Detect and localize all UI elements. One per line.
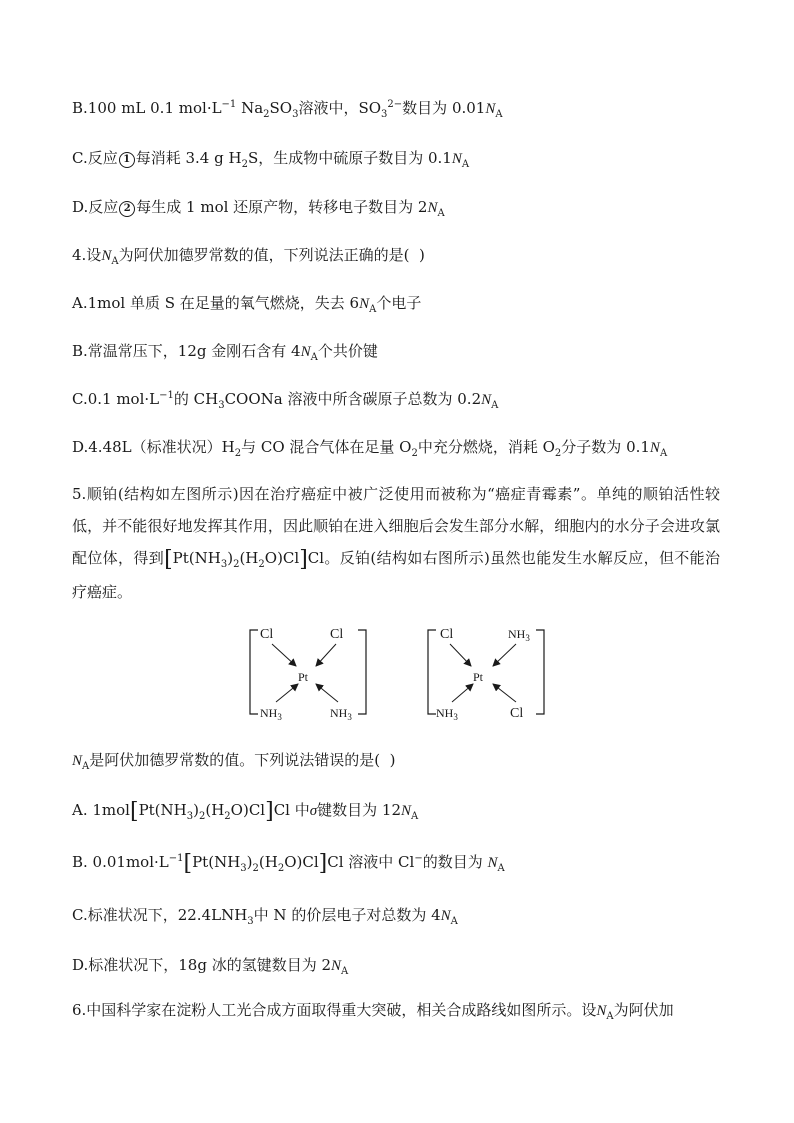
q6-stem: 6.中国科学家在淀粉人工光合成方面取得重大突破，相关合成路线如图所示。设$N_A$为阿伏加	[72, 1001, 674, 1022]
q3-option-c: C.反应 1 每消耗 3.4 g $H_2S$，生成物中硫原子数目为 $0.1N_A$	[72, 149, 470, 170]
transplatin-structure	[428, 627, 544, 722]
q5-question: $N_A$是阿伏加德罗常数的值。下列说法错误的是( )	[72, 751, 396, 772]
cis-center-pt: Pt	[298, 670, 309, 684]
trans-ligand-bottom-right: Cl	[510, 706, 524, 721]
cis-ligand-top-right: Cl	[330, 627, 344, 642]
q4-stem: 4.设$N_A$为阿伏加德罗常数的值，下列说法正确的是( )	[72, 246, 425, 267]
q3-option-b: B.100 mL 0.1 $mol\cdot L^{-1}$ $Na_2SO_3$溶液中，$SO_3^{2-}$数目为 $0.01N_A$	[72, 99, 503, 120]
cis-ligand-bottom-right: $NH_3$	[330, 706, 352, 722]
circled-two-icon: 2	[119, 201, 135, 217]
q5-option-d: D.标准状况下，18g 冰的氢键数目为 $2N_A$	[72, 956, 349, 977]
q4-option-b: B.常温常压下，12g 金刚石含有 $4N_A$个共价键	[72, 342, 378, 363]
cisplatin-structure	[250, 627, 366, 722]
q4-option-c: C.0.1 $mol\cdot L^{-1}$的 $CH_3COONa$ 溶液中所含碳原子总数为 $0.2N_A$	[72, 390, 499, 411]
q3-option-d: D.反应 2 每生成 1 mol 还原产物，转移电子数目为 $2N_A$	[72, 198, 445, 219]
q5-option-b: B. $0.01mol\cdot L^{-1}[Pt(NH_3)_2(H_2O)Cl]Cl$ 溶液中 Cl−的数目为 $N_A$	[72, 851, 505, 876]
q4-option-d: D.4.48L（标准状况）$H_2$与 CO 混合气体在足量 $O_2$中充分燃烧，消耗 $O_2$分子数为 $0.1N_A$	[72, 438, 668, 459]
cis-ligand-top-left: Cl	[260, 627, 274, 642]
platinum-structures-figure	[240, 622, 560, 722]
trans-ligand-top-left: Cl	[440, 627, 454, 642]
circled-one-icon: 1	[119, 152, 135, 168]
q5-stem: 5.顺铂(结构如左图所示)因在治疗癌症中被广泛使用而被称为“癌症青霉素”。单纯的顺铂活性较低，并不能很好地发挥其作用，因此顺铂在进入细胞后会发生部分水解，细胞内的水分子会进攻氯配位体，得到$[Pt(NH_3)_2(H_2O)Cl]Cl$。反铂(结构如右图所示)虽然也能发生水解反应，但不能治疗癌症。	[72, 485, 720, 601]
q4-option-a: A.1mol 单质 S 在足量的氧气燃烧，失去 $6N_A$个电子	[72, 294, 422, 315]
q5-option-a: A. $1mol[Pt(NH_3)_2(H_2O)Cl]Cl$ 中σ键数目为 $12N_A$	[72, 799, 419, 824]
trans-ligand-top-right: $NH_3$	[508, 627, 530, 643]
trans-center-pt: Pt	[473, 670, 484, 684]
cis-ligand-bottom-left: $NH_3$	[260, 706, 282, 722]
q5-option-c: C.标准状况下，$22.4LNH_3$中 N 的价层电子对总数为 $4N_A$	[72, 906, 458, 927]
trans-ligand-bottom-left: $NH_3$	[436, 706, 458, 722]
